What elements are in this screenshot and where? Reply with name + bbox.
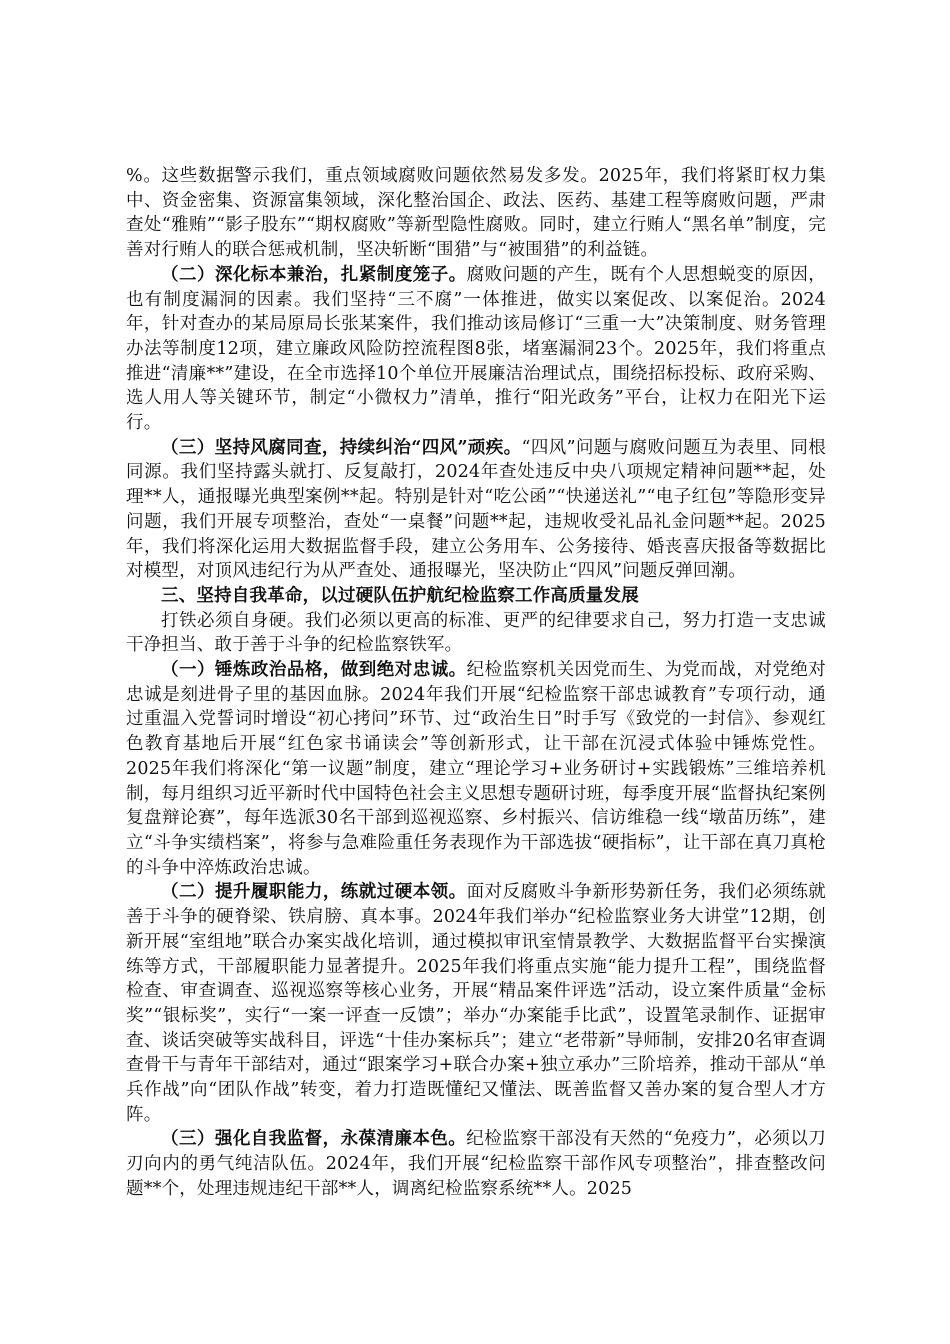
- paragraph-self-hardness: [126, 609, 826, 658]
- paragraph-text: 面对反腐败斗争新形势新任务，我们必须练就善于斗争的硬脊梁、铁肩膀、真本事。2024年我们举办“纪检监察业务大讲堂”12期，创新开展“室组地”联合办案实战化培训，通过模拟审讯室情景教学、大数据监督平台实操演练等方式，干部履职能力显著提升。2025年我们将重点实施“能力提升工程”，围绕监督检查、审查调查、巡视巡察等核心业务，开展“精品案件评选”活动，设立案件质量“金标奖”“银标奖”，实行“一案一评查一反馈”；举办“办案能手比武”，设置笔录制作、证据审查、谈话突破等实战科目，评选“十佳办案标兵”；建立“老带新”导师制，安排20名审查调查骨干与青年干部结对，通过“跟案学习+联合办案+独立承办”三阶培养，推动干部从“单兵作战”向“团队作战”转变，着力打造既懂纪又懂法、既善监督又善办案的复合型人才方阵。: [126, 882, 826, 1125]
- paragraph-text: “四风”问题与腐败问题互为表里、同根同源。我们坚持露头就打、反复敲打，2024年查处违反中央八项规定精神问题**起，处理**人，通报曝光典型案例**起。特别是针对“吃公函”“快递送礼”“电子红包”等隐形变异问题，我们开展专项整治，查处“一桌餐”问题**起，违规收受礼品礼金问题**起。2025年，我们将深化运用大数据监督手段，建立公务用车、公务接待、婚丧喜庆报备等数据比对模型，对顶风违纪行为从严查处、通报曝光，坚决防止“四风”问题反弹回潮。: [126, 437, 826, 582]
- paragraph-text: 纪检监察机关因党而生、为党而战，对党绝对忠诚是刻进骨子里的基因血脉。2024年我们开展“纪检监察干部忠诚教育”专项行动，通过重温入党誓词时增设“初心拷问”环节、过“政治生日”时手写《致党的一封信》、参观红色教育基地后开展“红色家书诵读会”等创新形式，让干部在沉浸式体验中锤炼党性。2025年我们将深化“第一议题”制度，建立“理论学习+业务研讨+实践锻炼”三维培养机制，每月组织习近平新时代中国特色社会主义思想专题研讨班，每季度开展“监督执纪案例复盘辩论赛”，每年选派30名干部到巡视巡察、乡村振兴、信访维稳一线“墩苗历练”，建立“斗争实绩档案”，将参与急难险重任务表现作为干部选拔“硬指标”，让干部在真刀真枪的斗争中淬炼政治忠诚。: [126, 660, 826, 878]
- paragraph-institutional-cage: [126, 263, 826, 436]
- paragraph-four-winds: [126, 436, 826, 584]
- paragraph-key-areas: [126, 164, 826, 263]
- paragraph-self-supervision: [126, 1127, 826, 1201]
- paragraph-lead: （三）坚持风腐同查，持续纠治“四风”顽疾。: [161, 437, 522, 458]
- paragraph-lead: （一）锤炼政治品格，做到绝对忠诚。: [161, 660, 467, 681]
- paragraph-text: %。这些数据警示我们，重点领域腐败问题依然易发多发。2025年，我们将紧盯权力集中、资金密集、资源富集领域，深化整治国企、政法、医药、基建工程等腐败问题，严肃查处“雅贿”“影子股东”“期权腐败”等新型隐性腐败。同时，建立行贿人“黑名单”制度，完善对行贿人的联合惩戒机制，坚决斩断“围猎”与“被围猎”的利益链。: [126, 166, 826, 261]
- document-body: [126, 164, 826, 1202]
- paragraph-capability: [126, 880, 826, 1127]
- paragraph-text: 腐败问题的产生，既有个人思想蜕变的原因，也有制度漏洞的因素。我们坚持“三不腐”一体推进，做实以案促改、以案促治。2024年，针对查办的某局原局长张某案件，我们推动该局修订“三重一大”决策制度、财务管理办法等制度12项，建立廉政风险防控流程图8张，堵塞漏洞23个。2025年，我们将重点推进“清廉**”建设，在全市选择10个单位开展廉洁治理试点，围绕招标投标、政府采购、选人用人等关键环节，制定“小微权力”清单，推行“阳光政务”平台，让权力在阳光下运行。: [126, 264, 826, 434]
- paragraph-text: 纪检监察干部没有天然的“免疫力”，必须以刀刃向内的勇气纯洁队伍。2024年，我们开展“纪检监察干部作风专项整治”，排查整改问题**个，处理违规违纪干部**人，调离纪检监察系统**人。2025: [126, 1129, 826, 1199]
- section-heading-three: 三、坚持自我革命，以过硬队伍护航纪检监察工作高质量发展: [161, 585, 639, 606]
- paragraph-lead: （二）深化标本兼治，扎紧制度笼子。: [161, 264, 467, 285]
- paragraph-text: 打铁必须自身硬。我们必须以更高的标准、更严的纪律要求自己，努力打造一支忠诚干净担当、敢于善于斗争的纪检监察铁军。: [126, 610, 826, 656]
- paragraph-lead: （二）提升履职能力，练就过硬本领。: [161, 882, 467, 903]
- paragraph-political-loyalty: [126, 658, 826, 880]
- paragraph-lead: （三）强化自我监督，永葆清廉本色。: [161, 1129, 467, 1150]
